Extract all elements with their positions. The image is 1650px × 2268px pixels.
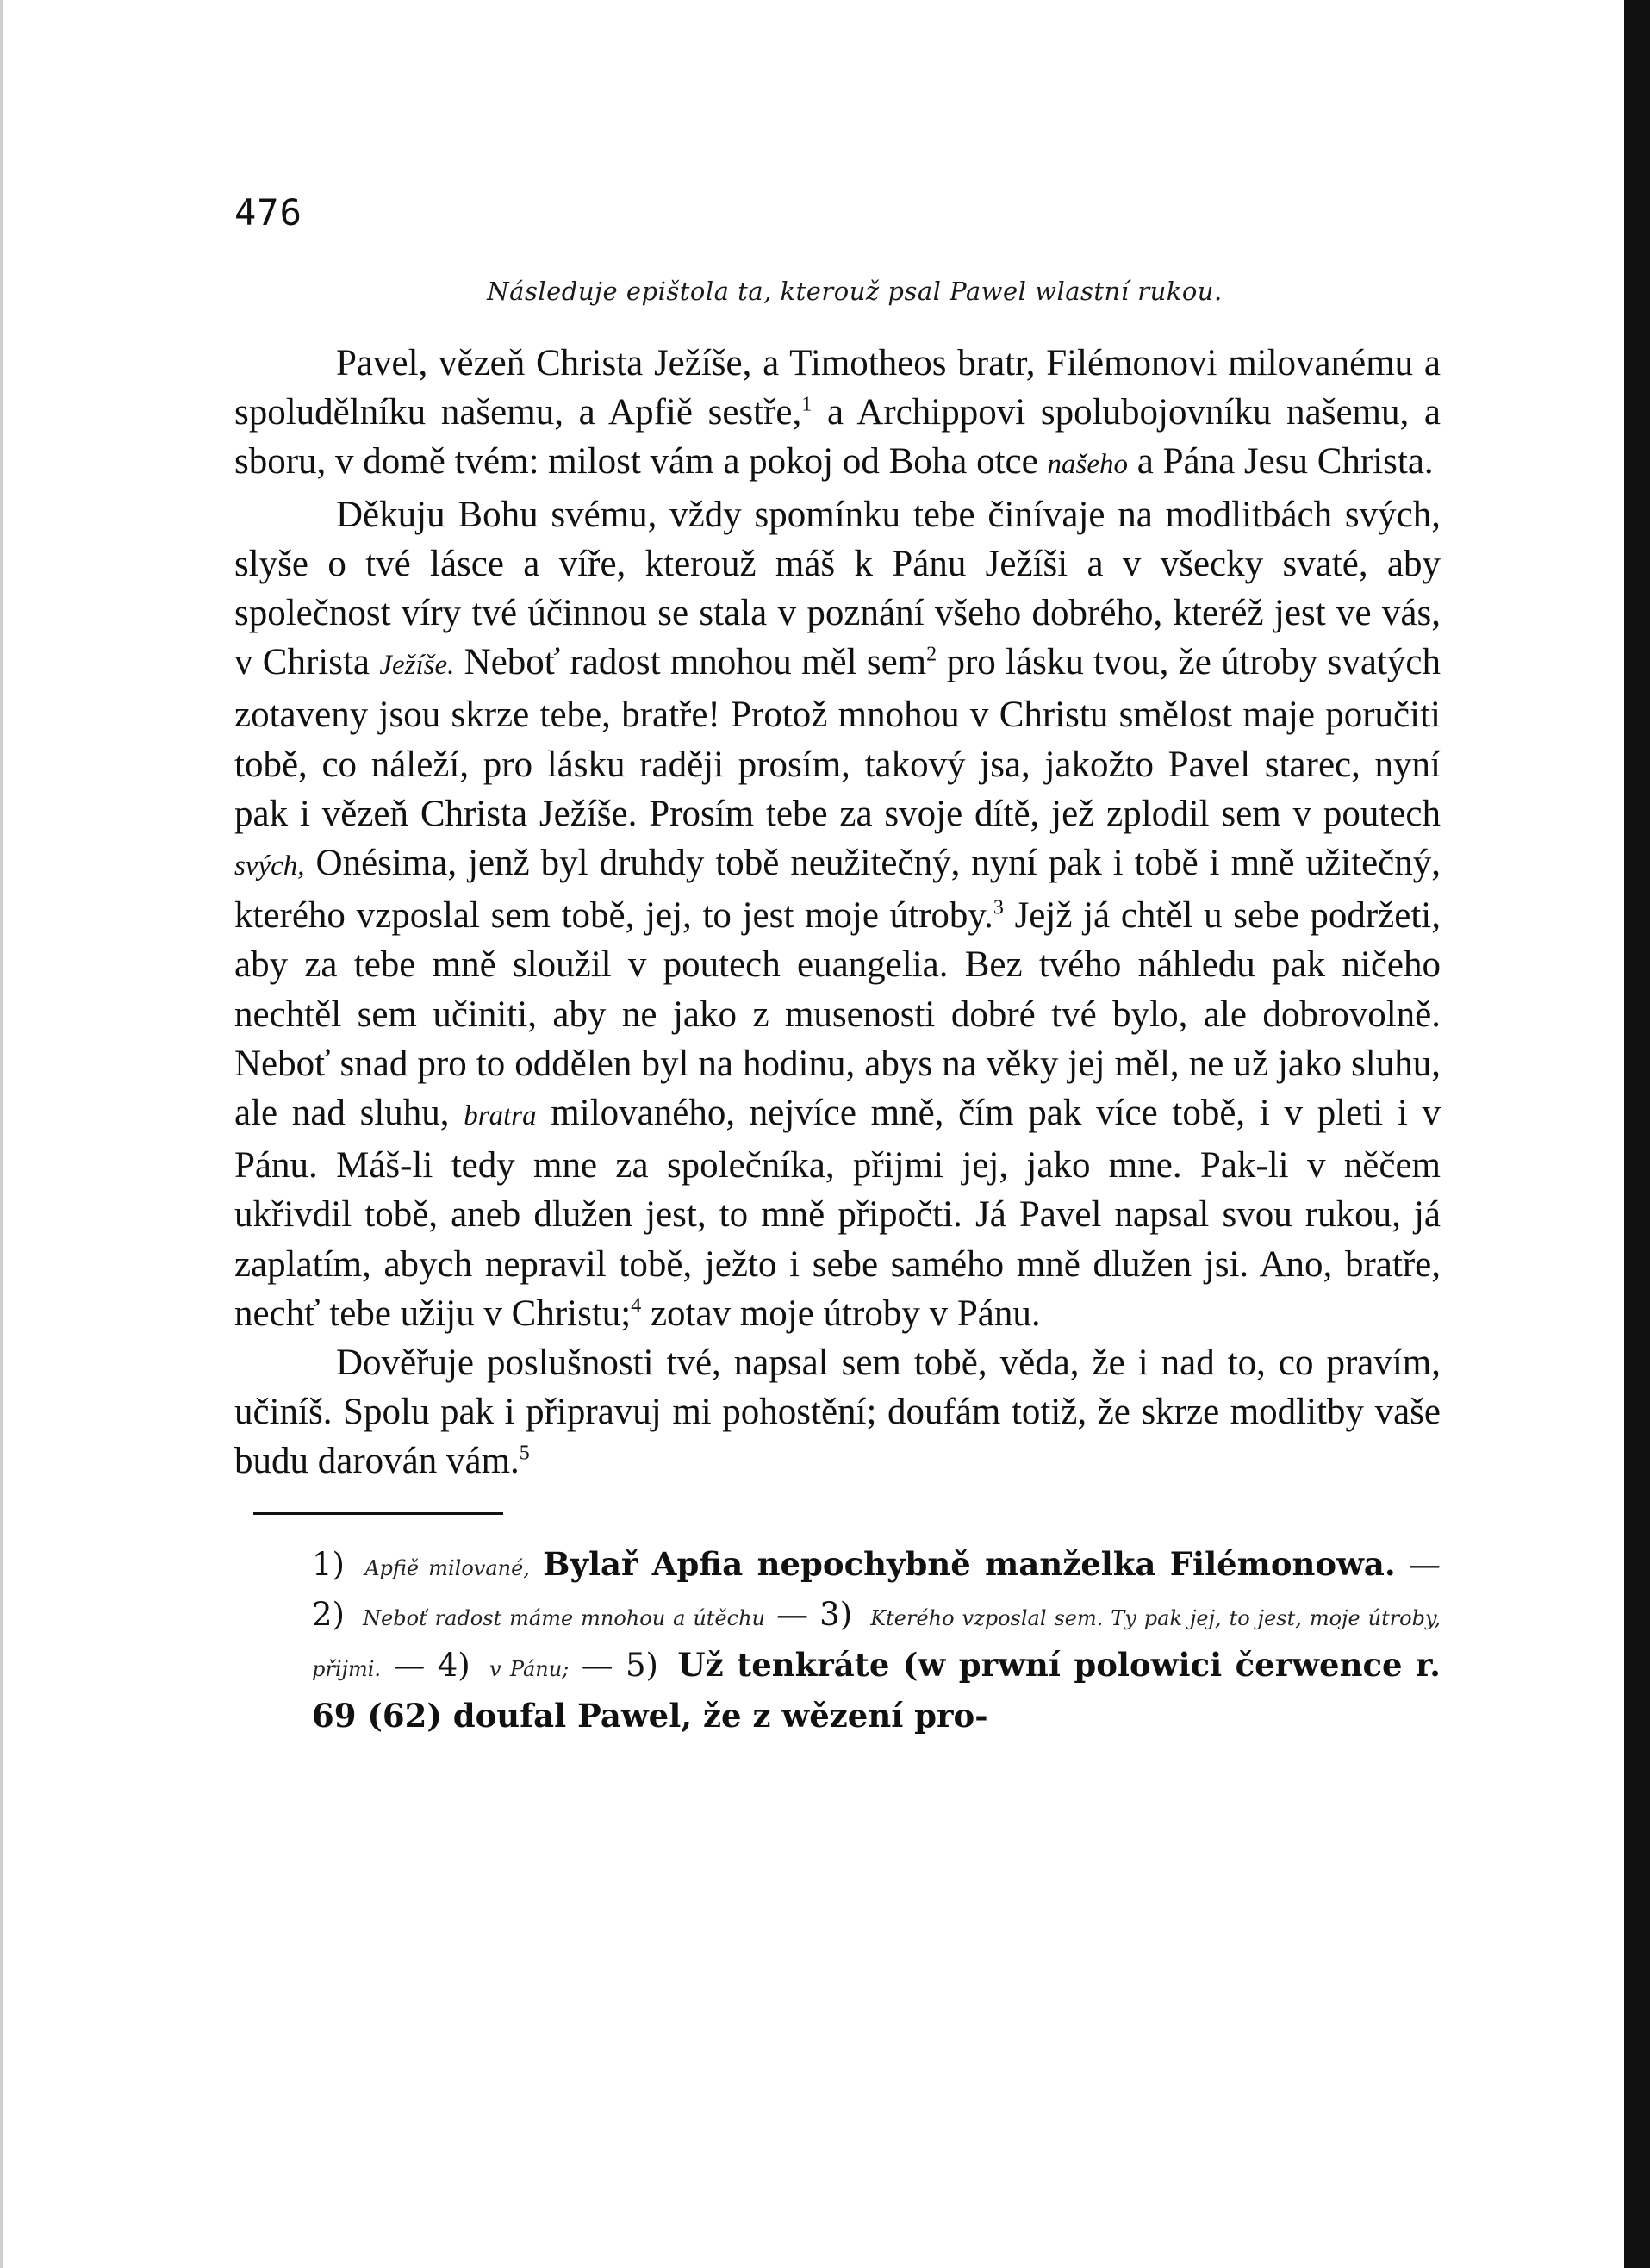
footnote-number-3: 3) xyxy=(819,1595,853,1633)
footnote-ref-5: 5 xyxy=(519,1442,530,1466)
footnote-2-lemma: Neboť radost máme mnohou a útěchu xyxy=(363,1605,765,1630)
footnote-1-gloss: Bylař Apfia nepochybně manželka Filémonowa. xyxy=(543,1544,1396,1583)
footnote-ref-2: 2 xyxy=(926,643,937,666)
italic-inline: bratra xyxy=(464,1100,537,1132)
page-number: 476 xyxy=(234,191,302,234)
footnote-number-2: 2) xyxy=(312,1595,345,1633)
footnote-block: 1) Apfiě milované, Bylař Apfia nepochybně manželka Filémonowa. — 2) Neboť radost máme mnohou a útěchu — 3) Kterého vzposlal sem. Ty pak jej, to jest, moje útroby, přijmi. — 4) v Pánu; — 5) Už tenkráte (w prwní polowici čerwence r. 69 (62) doufal Pawel, že z wězení pro- xyxy=(312,1544,1441,1735)
footnote-ref-4: 4 xyxy=(631,1294,642,1318)
footnote-1-lemma: Apfiě milované, xyxy=(364,1555,530,1580)
footnote-ref-3: 3 xyxy=(993,896,1004,919)
footnote-number-1: 1) xyxy=(312,1545,345,1583)
book-page xyxy=(234,172,1441,1740)
italic-inline: našeho xyxy=(1047,449,1128,481)
footnote-ref-1: 1 xyxy=(801,393,813,416)
scan-right-edge xyxy=(1624,0,1650,2268)
footnote-number-4: 4) xyxy=(437,1646,470,1684)
footnote-rule xyxy=(253,1512,503,1515)
footnote-3-lemma: Kterého vzposlal sem. Ty pak jej, to jest, moje útroby, přijmi. xyxy=(312,1605,1441,1681)
footnote-5-gloss: Už tenkráte (w prwní polowici čerwence r. 69 (62) doufal Pawel, že z wězení pro- xyxy=(312,1645,1441,1735)
paragraph-2: Děkuju Bohu svému, vždy spomínku tebe činívaje na modlitbách svých, slyše o tvé lásce a víře, kterouž máš k Pánu Ježíši a v všecky svaté, aby společnost víry tvé účinnou se stala v poznání všeho dobrého, kteréž jest ve vás, v Christa Ježíše. Neboť radost mnohou měl sem$^2$ pro lásku tvou, že útroby svatých zotaveny jsou skrze tebe, bratře! Protož mnohou v Christu smělost maje poručiti tobě, co náleží, pro lásku raději prosím, takový jsa, jakožto Pavel starec, nyní pak i vězeň Christa Ježíše. Prosím tebe za svoje dítě, jež zplodil sem v poutech svých, Onésima, jenž byl druhdy tobě neužitečný, nyní pak i tobě i mně užitečný, kterého vzposlal sem tobě, jej, to jest moje útroby.$^3$ Jejž já chtěl u sebe podržeti, aby za tebe mně sloužil v poutech euangelia. Bez tvého náhledu pak ničeho nechtěl sem učiniti, aby ne jako z musenosti dobré tvé bylo, ale dobrovolně. Neboť snad pro to oddělen byl na hodinu, abys na věky jej měl, ne už jako sluhu, ale nad sluhu, bratra milovaného, nejvíce mně, čím pak více tobě, i v pleti i v Pánu. Máš-li tedy mne za společníka, přijmi jej, jako mne. Pak-li v něčem ukřivdil tobě, aneb dlužen jest, to mně připočti. Já Pavel napsal svou rukou, já zaplatím, abych nepravil tobě, ježto i sebe samého mně dlužen jsi. Ano, bratře, nechť tebe užiju v Christu;$^4$ zotav moje útroby v Pánu. xyxy=(234,494,1441,1334)
paragraph-1: Pavel, vězeň Christa Ježíše, a Timotheos bratr, Filémonovi milovanému a spoludělníku našemu, a Apfiě sestře,$^1$ a Archippovi spolubojovníku našemu, a sboru, v domě tvém: milost vám a pokoj od Boha otce našeho a Pána Jesu Christa. xyxy=(234,343,1441,483)
footnote-number-5: 5) xyxy=(626,1646,658,1684)
running-head: Následuje epištola ta, kterouž psal Pawel wlastní rukou. xyxy=(487,277,1223,306)
italic-inline: Ježíše. xyxy=(379,650,455,682)
footnotes xyxy=(234,1541,1441,1740)
scan-left-edge xyxy=(0,0,3,2268)
body-text xyxy=(234,339,1441,1486)
italic-inline: svých, xyxy=(234,850,305,882)
footnote-4-lemma: v Pánu; xyxy=(489,1656,570,1681)
paragraph-3: Dověřuje poslušnosti tvé, napsal sem tobě, věda, že i nad to, co pravím, učiníš. Spolu pak i připravuj mi pohostění; doufám totiž, že skrze modlitby vaše budu darován vám.$^5$ xyxy=(234,1343,1441,1482)
